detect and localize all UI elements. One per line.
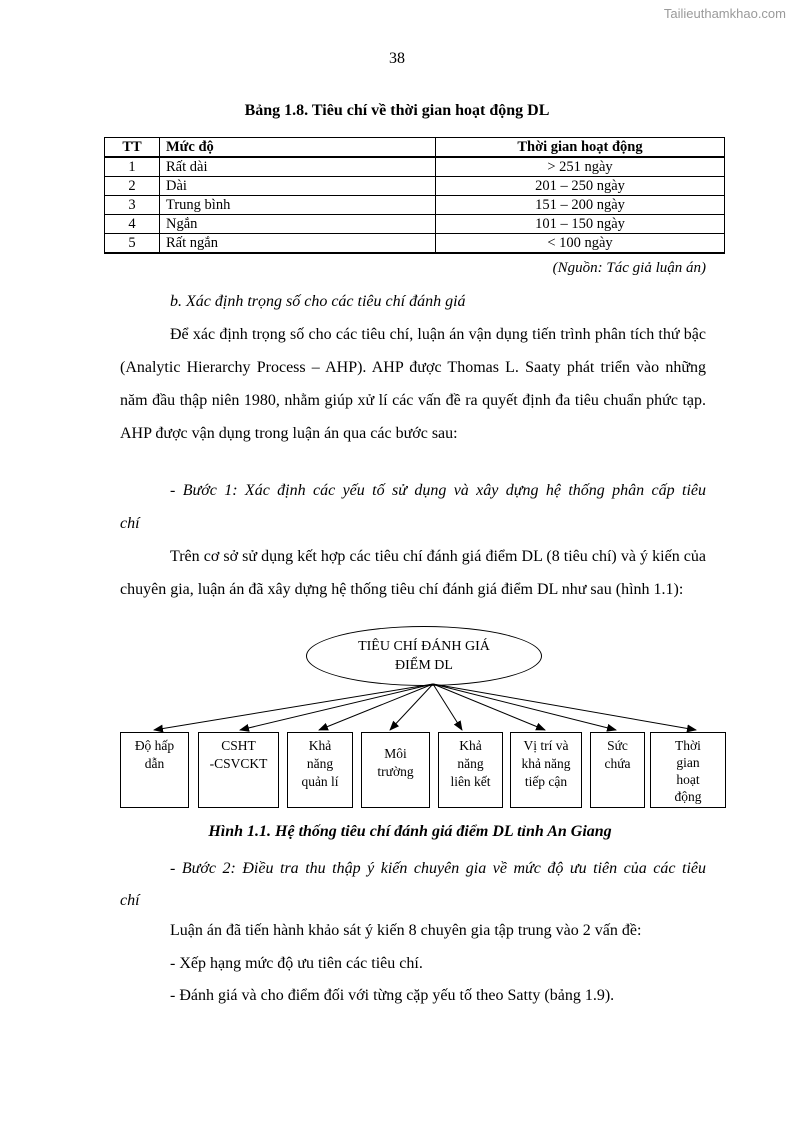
criteria-table — [104, 137, 725, 254]
table-row — [105, 157, 725, 177]
cell-time: 201 – 250 ngày — [436, 177, 725, 196]
criterion-text: CSHT — [221, 738, 256, 753]
criterion-text: năng — [306, 756, 334, 771]
cell-level: Rất dài — [160, 157, 436, 177]
step1-line2: chí — [120, 515, 140, 532]
step2-line1: - Bước 2: Điều tra thu thập ý kiến chuyên gia về mức độ ưu tiên của các tiêu — [170, 860, 706, 877]
diagram-root — [306, 626, 542, 686]
criterion-text: tiếp cận — [524, 774, 568, 789]
section-b-heading: b. Xác định trọng số cho các tiêu chí đánh giá — [170, 293, 466, 310]
table-row — [105, 177, 725, 196]
cell-tt: 2 — [105, 177, 160, 196]
header-tt: TT — [105, 138, 160, 158]
paragraph-survey: Luận án đã tiến hành khảo sát ý kiến 8 chuyên gia tập trung vào 2 vấn đề: — [170, 922, 642, 939]
cell-tt: 3 — [105, 196, 160, 215]
criterion-text: Môi — [384, 746, 407, 761]
criterion-text: Vị trí và — [523, 738, 569, 753]
criterion-text: Thời — [675, 738, 701, 753]
criteria-diagram — [100, 622, 740, 817]
root-line2: ĐIỂM DL — [395, 658, 453, 673]
criterion-box — [198, 732, 279, 808]
cell-tt: 4 — [105, 215, 160, 234]
criterion-box — [650, 732, 726, 808]
criterion-text: liên kết — [450, 774, 491, 789]
figure-caption: Hình 1.1. Hệ thống tiêu chí đánh giá điểm DL tỉnh An Giang — [208, 823, 612, 840]
criterion-text: động — [674, 789, 702, 804]
cell-tt: 5 — [105, 234, 160, 254]
step2-line2: chí — [120, 892, 140, 909]
criterion-text: chứa — [604, 756, 631, 771]
arrow — [154, 684, 433, 730]
cell-level: Ngắn — [160, 215, 436, 234]
criterion-box — [361, 732, 430, 808]
paragraph-ahp: Để xác định trọng số cho các tiêu chí, luận án vận dụng tiến trình phân tích thứ bậc (Analytic Hierarchy Process – AHP). AHP được Thomas L. Saaty phát triển vào những năm đầu thập niên 1980, nhằm giúp xử lí các vấn đề ra quyết định đa tiêu chuẩn phức tạp. AHP được vận dụng trong luận án qua các bước sau: — [120, 326, 706, 442]
cell-level: Trung bình — [160, 196, 436, 215]
cell-level: Dài — [160, 177, 436, 196]
cell-level: Rất ngắn — [160, 234, 436, 254]
criterion-text: dẫn — [144, 756, 165, 771]
arrow — [433, 684, 616, 730]
cell-time: < 100 ngày — [436, 234, 725, 254]
criterion-box — [438, 732, 503, 808]
arrow — [433, 684, 696, 730]
table-title: Bảng 1.8. Tiêu chí về thời gian hoạt động DL — [244, 102, 550, 119]
cell-time: 151 – 200 ngày — [436, 196, 725, 215]
criterion-text: Độ hấp — [134, 738, 175, 753]
criterion-text: Khả — [308, 738, 332, 753]
bullet-ranking: - Xếp hạng mức độ ưu tiên các tiêu chí. — [170, 955, 423, 972]
criterion-box — [590, 732, 645, 808]
cell-tt: 1 — [105, 157, 160, 177]
root-line1: TIÊU CHÍ ĐÁNH GIÁ — [358, 639, 490, 654]
header-time: Thời gian hoạt động — [436, 138, 725, 158]
arrow — [390, 684, 433, 730]
table-row — [105, 196, 725, 215]
table-header-row — [105, 138, 725, 158]
criterion-text: trường — [377, 764, 414, 779]
criterion-box — [120, 732, 189, 808]
criterion-text: Sức — [607, 738, 628, 753]
bullet-scoring: - Đánh giá và cho điểm đối với từng cặp yếu tố theo Satty (bảng 1.9). — [170, 987, 615, 1004]
table-source: (Nguồn: Tác giả luận án) — [552, 260, 706, 276]
cell-time: > 251 ngày — [436, 157, 725, 177]
criterion-text: -CSVCKT — [209, 756, 268, 771]
cell-time: 101 – 150 ngày — [436, 215, 725, 234]
watermark: Tailieuthamkhao.com — [663, 6, 786, 21]
page-number: 38 — [389, 50, 405, 67]
criterion-text: Khả — [459, 738, 482, 753]
table-row — [105, 234, 725, 254]
criterion-text: khả năng — [521, 756, 571, 771]
criterion-text: hoạt — [676, 772, 700, 787]
header-level: Mức độ — [160, 138, 436, 158]
paragraph-criteria: Trên cơ sở sử dụng kết hợp các tiêu chí đánh giá điểm DL (8 tiêu chí) và ý kiến của chuyên gia, luận án đã xây dựng hệ thống tiêu chí đánh giá điểm DL như sau (hình 1.1): — [120, 548, 706, 598]
criterion-text: năng — [457, 756, 484, 771]
table-row — [105, 215, 725, 234]
criterion-box — [287, 732, 353, 808]
criterion-text: gian — [676, 755, 700, 770]
arrow — [433, 684, 462, 730]
criterion-text: quản lí — [301, 774, 339, 789]
criterion-box — [510, 732, 582, 808]
arrow — [433, 684, 545, 730]
step1-line1: - Bước 1: Xác định các yếu tố sử dụng và xây dựng hệ thống phân cấp tiêu — [170, 482, 706, 499]
